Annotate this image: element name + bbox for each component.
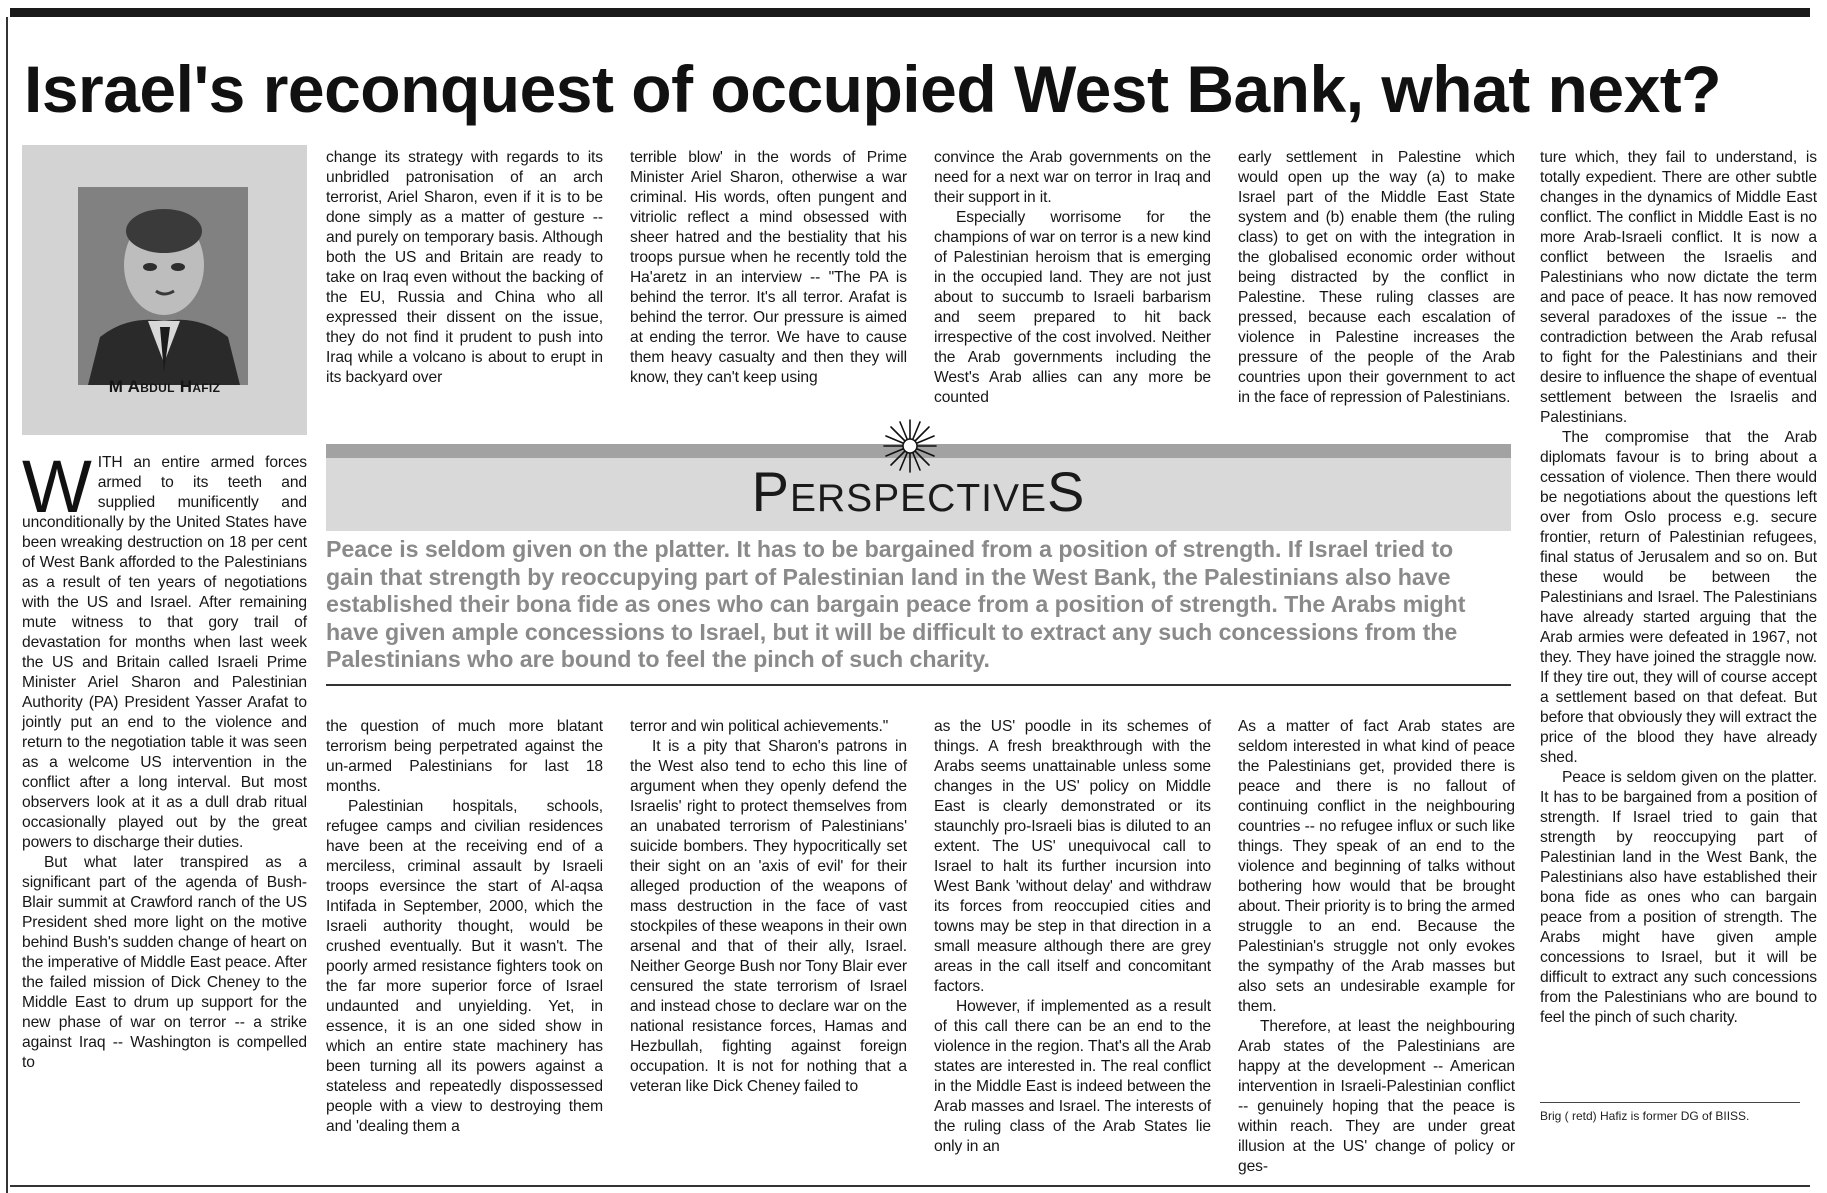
paragraph: Therefore, at least the neighbouring Arab states of the Palestinians are happy at the development -- American intervention in Israeli-Palestinian conflict -- genuinely hoping that the peace is within reach. They are under great illusion at the US' change of policy or ges- [1238, 1018, 1515, 1175]
column-6 [1540, 148, 1817, 1028]
author-photo [78, 187, 248, 385]
column-1 [22, 445, 307, 1073]
bottom-rule [10, 1185, 1810, 1187]
section-title: PerspectiveS [751, 460, 1086, 523]
column-5-bottom [1238, 717, 1515, 1177]
author-portrait-icon [78, 187, 248, 385]
paragraph: It is a pity that Sharon's patrons in the West also tend to echo this line of argument when they openly defend the Israelis' right to protect themselves from an unabated terrorism of Palestinians' suicide bombers. They hypocritically set their sight on an 'axis of evil' for their alleged production of the weapons of mass destruction in the face of vast stockpiles of these weapons in their own arsenal and that of their ally, Israel. Neither George Bush nor Tony Blair ever censured the state terrorism of Israel and instead chose to declare war on the national resistance forces, Hamas and Hezbullah, fighting against foreign occupation. It is not for nothing that a veteran like Dick Cheney failed to [630, 738, 907, 1095]
paragraph: Especially worrisome for the champions of war on terror is a new kind of Palestinian heroism that is emerging in the occupied land. They are not just about to succumb to Israeli barbarism and seem prepared to hit back irrespective of the cost involved. Neither the Arab governments including the West's Arab allies can any more be counted [934, 209, 1211, 406]
paragraph: early settlement in Palestine which would open up the way (a) to make Israel part of the Middle East State system and (b) enable them (the ruling class) to get on with the integration in the globalised economic order without being distracted by the conflict in Palestine. These ruling classes are pressed, because each escalation of violence in Palestine increases the pressure of the people of the Arab countries upon their government to act in the face of repression of Palestinians. [1238, 149, 1515, 406]
column-3-top [630, 148, 907, 388]
paragraph: Palestinian hospitals, schools, refugee camps and civilian residences have been at the receiving end of a merciless, criminal assault by Israeli troops eversince the start of Al-aqsa Intifada in September, 2000, which the Israeli authority thought, would be crushed eventually. But it wasn't. The poorly armed resistance fighters took on the far more superior force of Israel undaunted and unyielding. Yet, in essence, it is an one sided show in which an entire state machinery has been turning all its powers against a stateless and repeatedly dispossessed people with a view to destroying them and 'dealing them a [326, 798, 603, 1135]
column-5-top [1238, 148, 1515, 408]
paragraph: ture which, they fail to understand, is totally expedient. There are other subtle changes in the dynamics of Middle East conflict. The conflict in Middle East is no more Arab-Israeli conflict. It is now a conflict between the Israelis and Palestinians who now dictate the term and pace of peace. It has now removed several paradoxes of the issue -- the contradiction between the Arab refusal to fight for the Palestinians and their desire to influence the shape of eventual settlement between the Israelis and Palestinians. [1540, 149, 1817, 426]
paragraph: However, if implemented as a result of this call there can be an end to the violence in the region. That's all the Arab states are interested in. The real conflict in the Middle East is indeed between the Arab masses and Israel. The interests of the ruling class of the Arab States lie only in an [934, 998, 1211, 1155]
column-2-bottom [326, 717, 603, 1137]
author-byline: M Abdul Hafiz [108, 377, 221, 396]
author-credit: Brig ( retd) Hafiz is former DG of BIISS. [1540, 1109, 1750, 1123]
author-box [22, 145, 307, 435]
lead-paragraph: WITH an entire armed forces armed to its teeth and supplied munificently and unconditionally by the United States have been wreaking destruction on 18 per cent of West Bank afforded to the Palestinians as a result of ten years of negotiations with the US and Israel. After remaining mute witness to that gory trail of devastation for months when last week the US and Britain called Israeli Prime Minister Ariel Sharon and Palestinian Authority (PA) President Yasser Arafat to jointly put an end to the violence and return to the negotiation table it was seen as a welcome US intervention in the conflict after a long interval. But most observers look at it as a dull drab ritual occasionally played out by the great powers to discharge their duties. [22, 445, 307, 851]
paragraph: change its strategy with regards to its unbridled patronisation of an arch terrorist, Ariel Sharon, even if it is to be done simply as a matter of gesture -- and purely on temporary basis. Although both the US and Britain are ready to take on Iraq even without the backing of the EU, Russia and China who all expressed their dissent on the issue, they do not find it prudent to push into Iraq while a volcano is about to erupt in its backyard over [326, 149, 603, 386]
paragraph: terror and win political achievements." [630, 718, 889, 735]
top-rule [10, 8, 1810, 17]
column-4-top [934, 148, 1211, 408]
paragraph: But what later transpired as a significant part of the agenda of Bush-Blair summit at Crawford ranch of the US President shed more light on the motive behind Bush's sudden change of heart on the imperative of Middle East peace. After the failed mission of Dick Cheney to the Middle East to drum up support for the new phase of war on terror -- a strike against Iraq -- Washington is compelled to [22, 854, 307, 1071]
paragraph: convince the Arab governments on the need for a next war on terror in Iraq and their support in it. [934, 149, 1211, 206]
paragraph: Peace is seldom given on the platter. It has to be bargained from a position of strength. If Israel tried to gain that strength by reoccupying part of Palestinian land in the West Bank, the Palestinians also have established their bona fide as ones who can bargain peace from a position of strength. The Arabs might have given ample concessions to Israel, but it will be difficult to extract any such concessions from the Palestinians who are bound to feel the pinch of such charity. [1540, 769, 1817, 1026]
credit-rule [1540, 1102, 1800, 1103]
paragraph: As a matter of fact Arab states are seldom interested in what kind of peace the Palestinians get, provided there is peace and there is no fallout of continuing conflict in the neighbouring countries -- no refugee influx or such like things. They speak of an end to the violence and beginning of talks without bothering how would that be brought about. Their priority is to bring the armed struggle to an end. Because the Palestinian's struggle not only evokes the sympathy of the Arab masses but also sets an undesirable example for them. [1238, 718, 1515, 1015]
paragraph: the question of much more blatant terrorism being perpetrated against the un-armed Palestinians for last 18 months. [326, 718, 603, 795]
pull-quote: Peace is seldom given on the platter. It has to be bargained from a position of strength. If Israel tried to gain that strength by reoccupying part of Palestinian land in the West Bank, the Palestinians also have established their bona fide as ones who can bargain peace from a position of strength. The Arabs might have given ample concessions to Israel, but it will be difficult to extract any such concessions from the Palestinians who are bound to feel the pinch of such charity. [326, 536, 1466, 672]
left-rule [6, 17, 8, 1193]
column-4-bottom [934, 717, 1211, 1157]
paragraph: The compromise that the Arab diplomats favour is to bring about a cessation of violence. Then there would be negotiations about the questions left over from Oslo process e.g. secure frontier, return of Palestinian refugees, final status of Jerusalem and so on. But these would be between the Palestinians and Israel. The Palestinians have already started arguing that the Arab armies were defeated in 1967, not they. They have joined the straggle now. If they tire out, they will of course accept a settlement based on that defeat. But before that obviously they will extract the price of the blood they have already shed. [1540, 429, 1817, 766]
column-3-bottom [630, 717, 907, 1097]
paragraph: terrible blow' in the words of Prime Minister Ariel Sharon, otherwise a war criminal. His words, often pungent and vitriolic reflect a mind obsessed with sheer hatred and the bestiality that his troops pursue when he recently told the Ha'aretz in an interview -- "The PA is behind the terror. It's all terror. Arafat is behind the terror. Our pressure is aimed at ending the terror. We have to cause them heavy casualty and then they will know, they can't keep using [630, 149, 907, 386]
pull-quote-rule [326, 684, 1511, 686]
article-headline: Israel's reconquest of occupied West Bank, what next? [24, 52, 1722, 126]
drop-cap: W [22, 445, 92, 528]
paragraph: as the US' poodle in its schemes of things. A fresh breakthrough with the Arabs seems unattainable unless some changes in the US' policy on Middle East is clearly demonstrated or its staunchly pro-Israeli bias is diluted to an extent. The US' unequivocal call to Israel to halt its further incursion into West Bank 'without delay' and withdraw its forces from reoccupied cities and towns may be step in that direction in a small measure although there are grey areas in the call itself and concomitant factors. [934, 718, 1211, 995]
column-2-top [326, 148, 603, 388]
